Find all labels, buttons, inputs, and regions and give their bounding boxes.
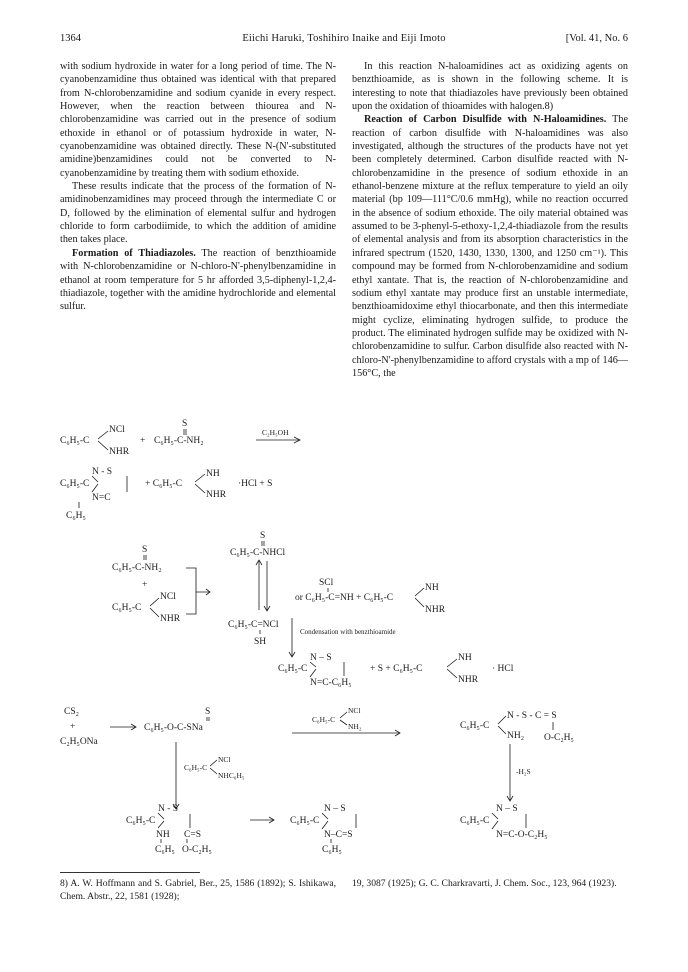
formula: NCl (160, 592, 176, 602)
formula: N - S - C = S (507, 711, 557, 721)
formula: ·HCl + S (238, 479, 273, 489)
reaction-scheme-3 (60, 700, 630, 860)
formula: N=C-C₆H₅ (310, 678, 352, 688)
footnote-rule (60, 872, 200, 873)
condition-label: Condensation with benzthioamide (300, 628, 396, 636)
formula: S (182, 419, 188, 429)
page-number: 1364 (60, 33, 81, 44)
plus-sign: + (142, 580, 148, 590)
formula: N - S (158, 804, 179, 814)
formula: N=C-O-C₂H₅ (496, 830, 548, 840)
formula: C₆H₅-C (278, 664, 308, 674)
formula: O-C₂H₅ (182, 845, 212, 855)
formula: NH (156, 830, 170, 840)
paragraph: These results indicate that the process of the formation of N-amidinobenzamidines may proceed through the intermediate C or D, followed by the elimination of elemental sulfur and hydrogen chloride to form carbodiimide, to which the addition of amidine then takes place. (60, 181, 336, 246)
formula: NH (458, 653, 472, 663)
formula: C₆H₅-C (112, 603, 142, 613)
solvent-label: C₂H₅OH (262, 428, 289, 437)
formula: C₆H₅-C (290, 816, 320, 826)
formula: C₆H₅-C (460, 721, 490, 731)
formula: N–C=S (324, 830, 353, 840)
formula: · HCl (492, 664, 514, 674)
section-heading: Reaction of Carbon Disulfide with N-Haloamidines. (364, 114, 607, 126)
formula: SH (254, 637, 267, 647)
running-title: Eiichi Haruki, Toshihiro Inaike and Eiji Imoto (242, 33, 446, 44)
formula: C₆H₅-C (60, 436, 90, 446)
paragraph: Formation of Thiadiazoles. The reaction of benzthioamide with N-chlorobenzamidine or N-chloro-N'-phenylbenzamidine in ethanol at room temperature for 5 hr afforded 3,5-diphenyl-1,2,4-thiadiazole, together with the amidine hydrochloride and elemental sulfur. (60, 247, 336, 313)
formula: N=C (92, 493, 111, 503)
footnote: 8) A. W. Hoffmann and S. Gabriel, Ber., 25, 1586 (1892); S. Ishikawa, Chem. Abstr., 22, 1581 (1928); (60, 878, 336, 902)
formula: S (205, 707, 211, 717)
formula: C₆H₅-C-NH₂ (154, 436, 204, 446)
formula: C₆H₅-C (60, 479, 90, 489)
formula: + S + C₆H₅-C (370, 664, 423, 674)
paragraph: In this reaction N-haloamidines act as oxidizing agents on benzthioamide, as is shown in the following scheme. It is interesting to note that thiadiazoles have previously been obtained upon the oxidation of thioamides with halogen.8) (352, 61, 628, 113)
formula: SCl (319, 578, 334, 588)
formula: N – S (310, 653, 332, 663)
formula: NH (206, 469, 220, 479)
paragraph: with sodium hydroxide in water for a long period of time. The N-cyanobenzamidine thus obtained was identical with that prepared from N-chlorobenzamidine and sodium cyanide in every respect. However, when the reaction between thiourea and N-chlorobenzamidine was carried out in the presence of sodium ethoxide in ethanol or of potassium hydroxide in water, N-cyanobenzamidine was obtained directly. These N-(N'-substituted amidine)benzamidines could not be converted to N-cyanobenzamidine by treating them with sodium ethoxide. (60, 61, 336, 179)
formula: C₆H₅ (66, 511, 86, 521)
formula: S (260, 531, 266, 541)
formula: C=S (184, 830, 201, 840)
formula: N - S (92, 467, 113, 477)
formula: C₆H₅-C (184, 763, 208, 772)
footnote-continued: 19, 3087 (1925); G. C. Charkravarti, J. Chem. Soc., 123, 964 (1923). (352, 878, 617, 889)
formula: C₆H₅ (322, 845, 342, 855)
reaction-scheme-1 (60, 418, 340, 522)
formula: + C₆H₅-C (145, 479, 183, 489)
formula: NH₂ (507, 731, 525, 741)
formula: C₆H₅-C=NCl (228, 620, 279, 630)
formula: C₆H₅-O-C-SNa (144, 723, 203, 733)
paragraph: Reaction of Carbon Disulfide with N-Haloamidines. The reaction of carbon disulfide with N-haloamidines was also investigated, although the structures of the products have not yet been completely determined. Carbon disulfide reacted with N-chlorobenzamidine in the presence of sodium ethoxide in an ethanol-benzene mixture at the reflux temperature to yield an oily material (bp 109—111°C/0.6 mmHg), while no reaction occurred in the absence of sodium ethoxide. The oily material obtained was assumed to be 3-phenyl-5-ethoxy-1,2,4-thiadiazole from the results of elemental analysis and from its absorption characteristics in the infrared spectrum (1520, 1430, 1330, 1300, and 1250 cm⁻¹). This compound may be formed from N-chlorobenzamidine and sodium ethyl xantate. That is, the reaction of N-chlorobenzamidine and sodium ethyl xantate may produce first an unstable intermediate, benzthioamidoxime ethyl thiocarbonate, and then this intermediate might cyclize, eliminating hydrogen sulfide, to produce the product. The eliminated hydrogen sulfide may be oxidized with N-chlorobenzamidine to sulfur. Carbon disulfide also reacted with N-chloro-N'-phenylbenzamidine to afford crystals with a mp of 146—156°C, the (352, 114, 628, 379)
formula: NCl (218, 755, 231, 764)
formula: or C₆H₅-C=NH + C₆H₅-C (295, 593, 394, 603)
formula: NH₂ (348, 722, 362, 731)
formula: NHR (109, 447, 130, 457)
formula: NHR (425, 605, 446, 615)
formula: N – S (324, 804, 346, 814)
formula: NHR (160, 614, 181, 624)
formula: C₆H₅ (155, 845, 175, 855)
section-heading: Formation of Thiadiazoles. (72, 247, 196, 259)
formula: NH (425, 583, 439, 593)
running-header (60, 33, 628, 49)
plus-sign: + (140, 436, 146, 446)
formula: S (142, 545, 148, 555)
formula: NHR (206, 490, 227, 500)
formula: C₂H₅ONa (60, 737, 98, 747)
formula: O-C₂H₅ (544, 733, 574, 743)
formula: N – S (496, 804, 518, 814)
formula: NCl (109, 425, 125, 435)
formula: C₆H₅-C (126, 816, 156, 826)
formula: C₆H₅-C (460, 816, 490, 826)
formula: NCl (348, 706, 361, 715)
formula: C₆H₅-C-NH₂ (112, 563, 162, 573)
formula: NHC₆H₅ (218, 771, 245, 780)
reaction-scheme-2 (60, 528, 630, 690)
formula: CS₂ (64, 707, 79, 717)
formula: C₆H₅-C-NHCl (230, 548, 286, 558)
plus-sign: + (70, 722, 76, 732)
formula: C₆H₅-C (312, 715, 336, 724)
formula: NHR (458, 675, 479, 685)
condition-label: -H₂S (516, 767, 531, 776)
left-column (60, 60, 336, 314)
volume-label: [Vol. 41, No. 6 (565, 33, 628, 44)
right-column (352, 60, 628, 380)
